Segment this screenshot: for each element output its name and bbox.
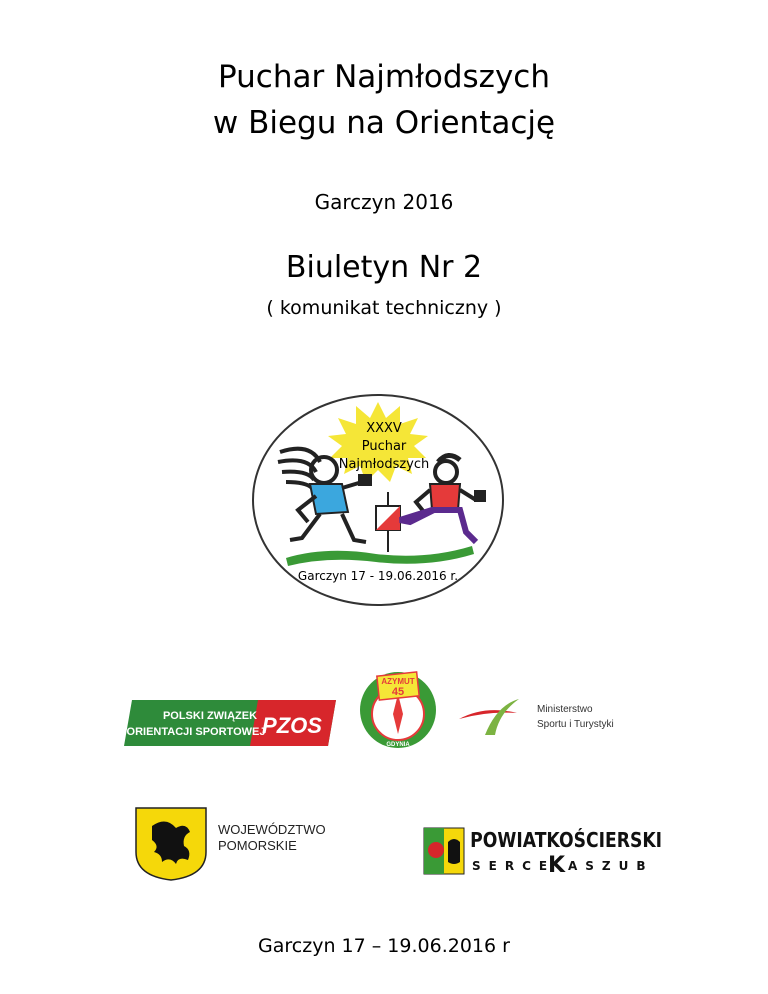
pzos-logo xyxy=(124,700,336,746)
powiat-name xyxy=(470,827,662,853)
ministry-swoosh-red xyxy=(459,710,517,719)
bulletin-title: Biuletyn Nr 2 xyxy=(285,250,483,285)
page-title xyxy=(0,54,768,146)
pomorskie-line-1: WOJEWÓDZTWO xyxy=(218,822,326,837)
footer-date: Garczyn 17 – 19.06.2016 r xyxy=(258,935,510,957)
ministry-line-2: Sportu i Turystyki xyxy=(537,719,614,730)
subtitle: Garczyn 2016 xyxy=(314,190,454,214)
bulletin-note: ( komunikat techniczny ) xyxy=(266,297,502,319)
azymut-number: 45 xyxy=(391,686,405,698)
powiat-part-2: KOŚCIERSKI xyxy=(546,829,663,853)
azymut-bottom: GDYNIA xyxy=(386,742,410,748)
powiat-part-1: POWIAT xyxy=(470,829,547,853)
powiat-tagline-k: K xyxy=(548,853,566,878)
pzos-abbr: PZOS xyxy=(262,713,322,738)
pomorskie-line-2: POMORSKIE xyxy=(218,838,297,853)
powiat-shield-emblem xyxy=(428,842,444,858)
powiat-logo xyxy=(422,820,663,878)
ministry-logo xyxy=(455,695,645,739)
emblem-line-3: Najmłodszych xyxy=(338,457,430,472)
powiat-tagline-2: ASZUB xyxy=(568,859,654,873)
emblem-bottom-text: Garczyn 17 - 19.06.2016 r. xyxy=(297,569,459,583)
pzos-line-1: POLSKI ZWIĄZEK xyxy=(162,710,258,722)
emblem-line-1: XXXV xyxy=(366,421,402,436)
azymut-logo xyxy=(356,670,440,750)
azymut-top: AZYMUT xyxy=(381,677,415,686)
pomorskie-logo xyxy=(134,806,356,880)
title-line-2: w Biegu na Orientację xyxy=(212,105,556,141)
ministry-line-1: Ministerstwo xyxy=(537,704,593,715)
powiat-bear-icon xyxy=(448,839,460,864)
powiat-tagline-1: SERCE xyxy=(472,859,556,873)
event-emblem xyxy=(250,392,506,608)
title-line-1: Puchar Najmłodszych xyxy=(218,59,550,95)
emblem-line-2: Puchar xyxy=(361,439,407,454)
ministry-swoosh-green xyxy=(485,699,519,735)
pzos-line-2: ORIENTACJI SPORTOWEJ xyxy=(126,726,266,738)
